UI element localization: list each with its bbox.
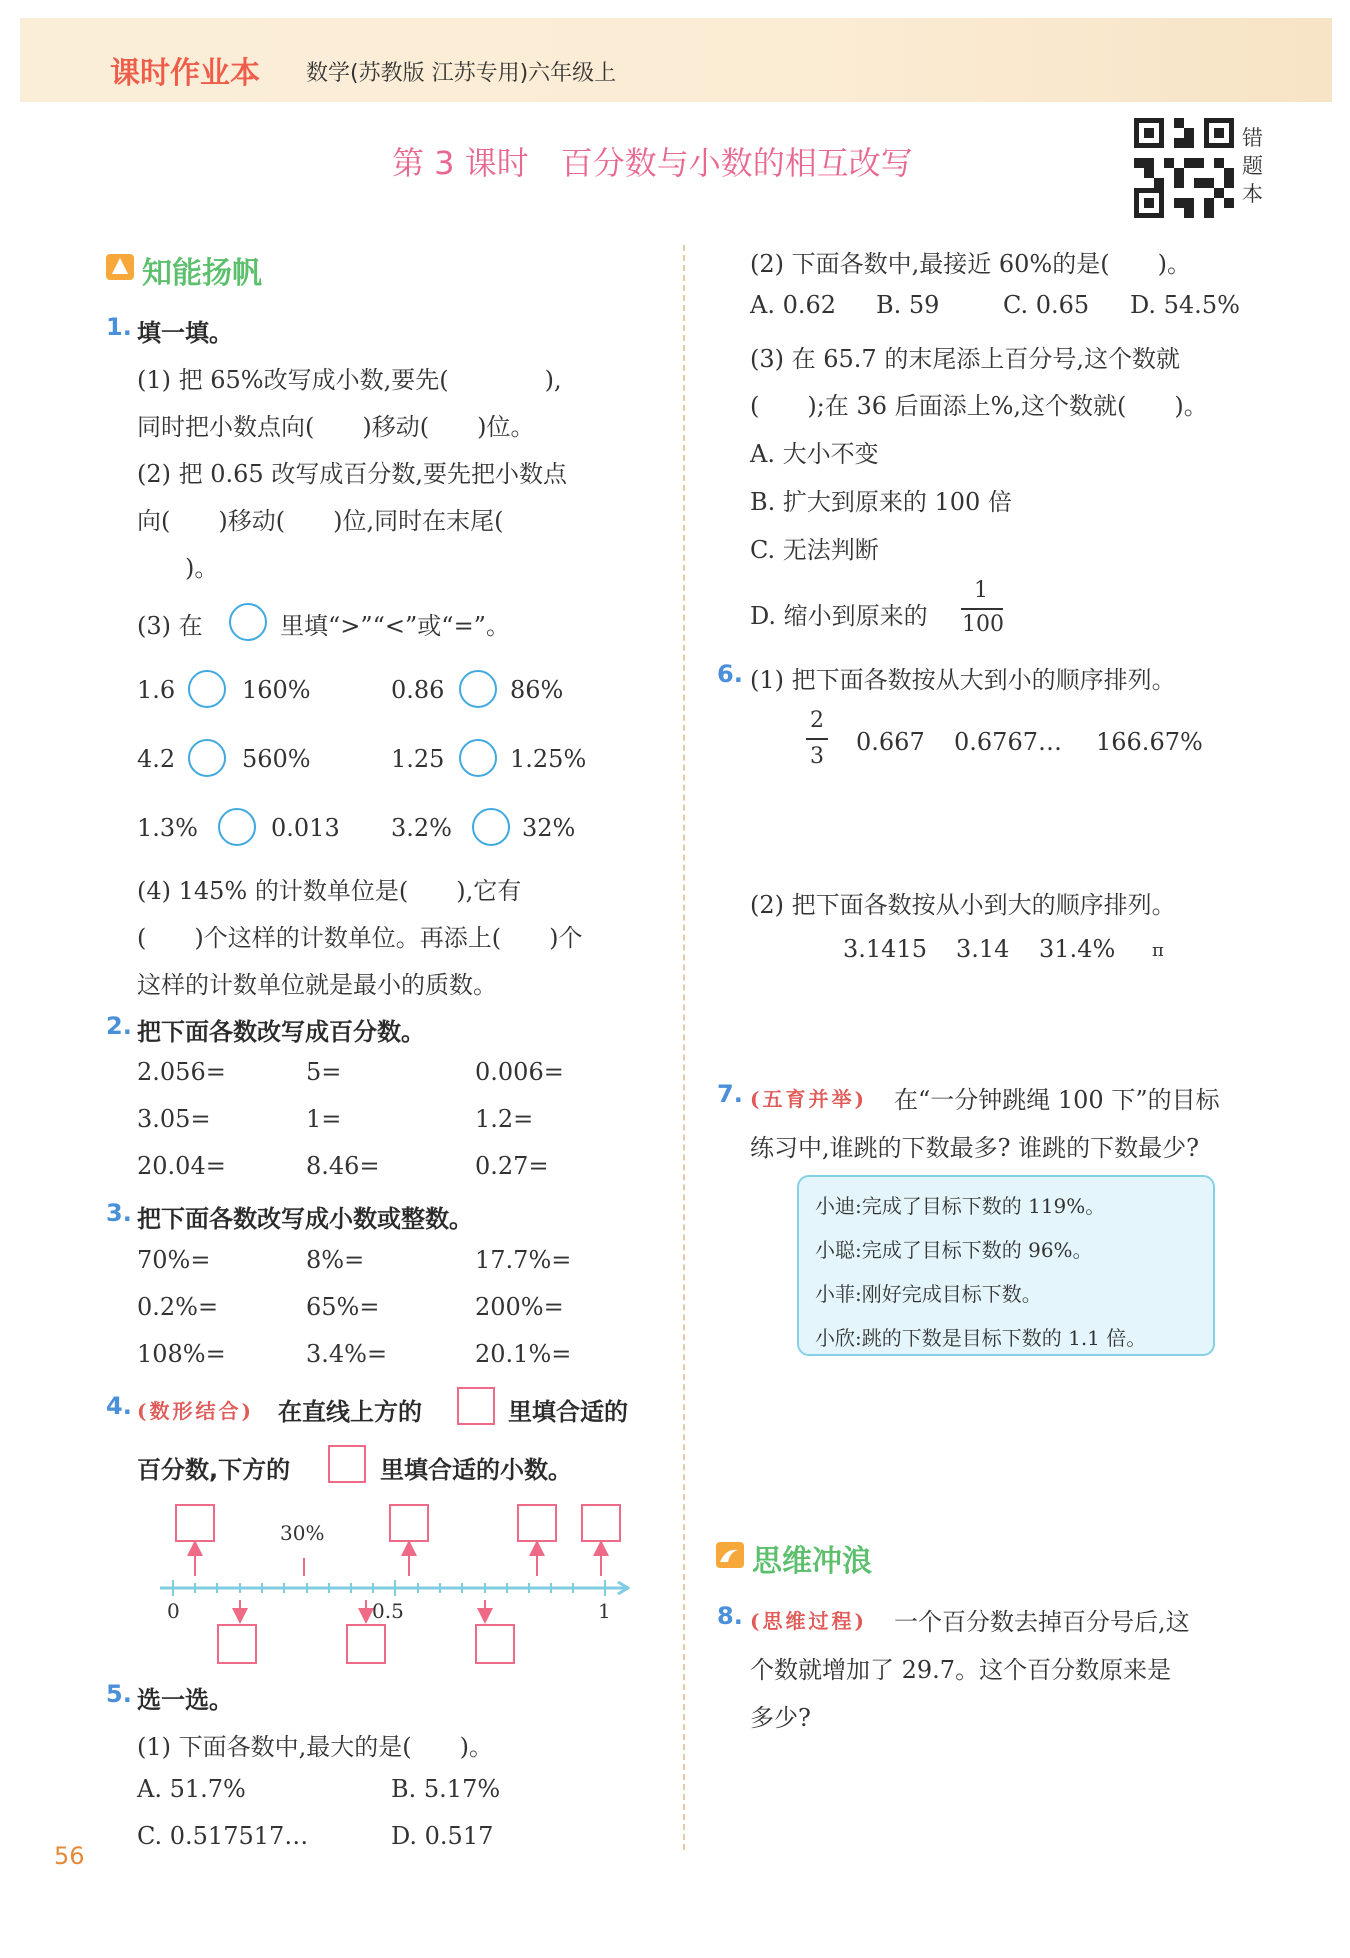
qr-label: 错题本 [1242,126,1263,206]
answer-circle[interactable] [459,670,497,708]
answer-circle[interactable] [188,739,226,777]
q7-line1: 在“一分钟跳绳 100 下”的目标 [894,1086,1220,1114]
info-line: 小聪:完成了目标下数的 96%。 [815,1238,1093,1262]
q7-line2: 练习中,谁跳的下数最多? 谁跳的下数最少? [750,1134,1199,1162]
q5-p1-opt-d: D. 0.517 [391,1822,494,1850]
q6-p2-item: π [1152,940,1164,961]
q2-item: 3.05= [137,1105,211,1133]
q1-line9: 这样的计数单位就是最小的质数。 [137,971,497,999]
q1-line2: 同时把小数点向( )移动( )位。 [137,413,535,441]
q1-line1: (1) 把 65%改写成小数,要先( ), [137,366,562,394]
q5-p2-opt-c: C. 0.65 [1003,291,1090,319]
q7-tag: (五育并举) [750,1087,867,1111]
q6-frac-bar [806,738,828,740]
answer-circle[interactable] [229,603,267,641]
answer-box[interactable] [457,1387,495,1425]
cmp-right: 32% [522,814,576,842]
q4-line1b: 里填合适的 [508,1398,628,1426]
q1-line5: )。 [137,554,219,582]
q7-number: 7. [717,1080,743,1108]
q3-item: 0.2%= [137,1293,219,1321]
q3-item: 70%= [137,1246,211,1274]
q6-p1-item: 0.6767… [954,728,1062,756]
q6-p1-item: 166.67% [1096,728,1203,756]
answer-circle[interactable] [188,670,226,708]
page-number: 56 [54,1842,85,1870]
q1-line8: ( )个这样的计数单位。再添上( )个 [137,924,583,952]
lesson-title: 第 3 课时 百分数与小数的相互改写 [392,144,913,182]
q5-p3-frac-num: 1 [974,578,988,603]
cmp-right: 1.25% [510,745,587,773]
wave-icon [716,1542,744,1568]
q2-item: 0.27= [475,1152,549,1180]
cmp-right: 86% [510,676,564,704]
q5-title: 选一选。 [137,1686,233,1714]
q3-title: 把下面各数改写成小数或整数。 [137,1205,473,1233]
q6-frac-num: 2 [810,708,824,733]
q3-item: 200%= [475,1293,564,1321]
q3-item: 17.7%= [475,1246,572,1274]
q1-line7: (4) 145% 的计数单位是( ),它有 [137,877,522,905]
sail-icon [106,254,134,280]
cmp-left: 1.6 [137,676,176,704]
label-0-5: 0.5 [372,1599,404,1623]
section-title-zhineng: 知能扬帆 [142,256,262,291]
q5-p2: (2) 下面各数中,最接近 60%的是( )。 [750,250,1191,278]
q5-p1-opt-b: B. 5.17% [391,1775,501,1803]
q4-tag: (数形结合) [137,1399,254,1423]
q1-line4: 向( )移动( )位,同时在末尾( [137,507,504,535]
q3-item: 20.1%= [475,1340,572,1368]
q2-number: 2. [106,1012,132,1040]
number-line [150,1500,630,1670]
book-subtitle: 数学(苏教版 江苏专用)六年级上 [306,61,617,86]
q6-p1: (1) 把下面各数按从大到小的顺序排列。 [750,666,1176,694]
q5-p1-opt-a: A. 51.7% [137,1775,246,1803]
column-divider [683,245,685,1850]
cmp-right: 160% [242,676,311,704]
q3-number: 3. [106,1199,132,1227]
answer-circle[interactable] [472,808,510,846]
q5-number: 5. [106,1680,132,1708]
info-line: 小菲:刚好完成目标下数。 [815,1282,1042,1306]
answer-circle[interactable] [459,739,497,777]
cmp-right: 0.013 [271,814,340,842]
qr-code-icon[interactable] [1134,118,1234,218]
q8-tag: (思维过程) [750,1609,867,1633]
q6-p2: (2) 把下面各数按从小到大的顺序排列。 [750,891,1176,919]
q2-title: 把下面各数改写成百分数。 [137,1018,425,1046]
q5-p1: (1) 下面各数中,最大的是( )。 [137,1733,493,1761]
q6-p2-item: 31.4% [1039,935,1116,963]
q8-line1: 一个百分数去掉百分号后,这 [894,1608,1190,1636]
cmp-left: 3.2% [391,814,452,842]
q5-p3-frac-bar [961,608,1003,610]
q2-item: 20.04= [137,1152,226,1180]
q2-item: 2.056= [137,1058,226,1086]
q1-title: 填一填。 [137,319,233,347]
brand-title: 课时作业本 [110,56,260,91]
q5-p1-opt-c: C. 0.517517… [137,1822,309,1850]
q6-p2-item: 3.1415 [843,935,927,963]
q2-item: 1.2= [475,1105,534,1133]
info-line: 小欣:跳的下数是目标下数的 1.1 倍。 [815,1326,1147,1350]
q4-line2b: 里填合适的小数。 [380,1456,572,1484]
label-30pct: 30% [280,1521,325,1545]
q5-p3-opt-a: A. 大小不变 [750,440,879,468]
q8-line3: 多少? [750,1704,811,1732]
q3-item: 3.4%= [306,1340,388,1368]
q4-line1a: 在直线上方的 [278,1398,422,1426]
cmp-left: 1.25 [391,745,445,773]
q2-item: 1= [306,1105,342,1133]
q5-p2-opt-a: A. 0.62 [750,291,837,319]
label-0: 0 [167,1599,180,1623]
cmp-right: 560% [242,745,311,773]
q1-line3: (2) 把 0.65 改写成百分数,要先把小数点 [137,460,567,488]
q1-line6b: 里填“>”“<”或“=”。 [280,612,510,640]
cmp-left: 1.3% [137,814,198,842]
q5-p2-opt-d: D. 54.5% [1130,291,1240,319]
info-line: 小迪:完成了目标下数的 119%。 [815,1194,1106,1218]
label-1: 1 [598,1599,611,1623]
q5-p3-opt-c: C. 无法判断 [750,536,879,564]
q2-item: 0.006= [475,1058,564,1086]
q3-item: 8%= [306,1246,365,1274]
cmp-left: 0.86 [391,676,445,704]
q6-frac-den: 3 [810,744,824,769]
q8-number: 8. [717,1602,743,1630]
q8-line2: 个数就增加了 29.7。这个百分数原来是 [750,1656,1172,1684]
q2-item: 5= [306,1058,342,1086]
q5-p3-line2: ( );在 36 后面添上%,这个数就( )。 [750,392,1208,420]
answer-box[interactable] [328,1445,366,1483]
cmp-left: 4.2 [137,745,176,773]
q6-p2-item: 3.14 [956,935,1010,963]
q6-p1-item: 0.667 [856,728,925,756]
q3-item: 65%= [306,1293,380,1321]
q5-p2-opt-b: B. 59 [876,291,940,319]
section-title-siwei: 思维冲浪 [752,1544,872,1579]
q4-number: 4. [106,1392,132,1420]
q1-number: 1. [106,313,132,341]
q1-line6a: (3) 在 [137,612,203,640]
q5-p3-line1: (3) 在 65.7 的末尾添上百分号,这个数就 [750,345,1180,373]
q4-line2a: 百分数,下方的 [137,1456,291,1484]
q5-p3-opt-d: D. 缩小到原来的 [750,602,928,630]
q2-item: 8.46= [306,1152,380,1180]
q6-number: 6. [717,660,743,688]
q3-item: 108%= [137,1340,226,1368]
q5-p3-opt-b: B. 扩大到原来的 100 倍 [750,488,1012,516]
q5-p3-frac-den: 100 [962,612,1004,637]
answer-circle[interactable] [218,808,256,846]
